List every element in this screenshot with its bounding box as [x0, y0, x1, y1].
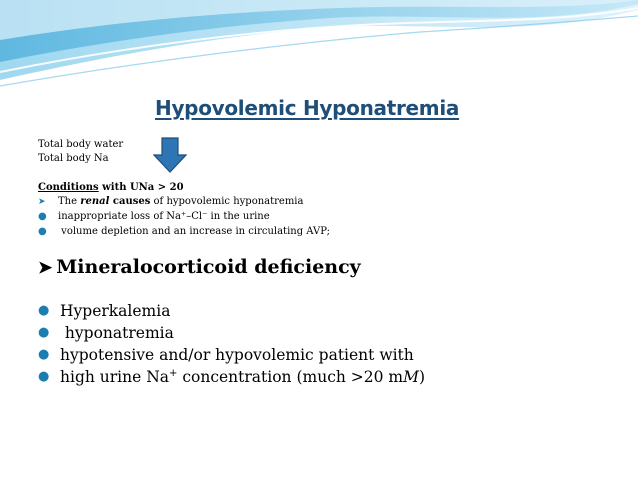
bullet-icon: ● — [38, 303, 50, 318]
bullet-icon: ● — [38, 226, 47, 237]
bullet-icon: ● — [38, 369, 50, 385]
list-item: ● volume depletion and an increase in circulating AVP; — [38, 226, 330, 237]
label-total-body-water: Total body water — [38, 139, 124, 150]
header-wave-decoration — [0, 0, 638, 95]
list-item: ● inappropriate loss of Na⁺–Cl⁻ in the urine — [38, 211, 270, 222]
bullet-icon: ● — [38, 325, 50, 340]
list-item: ● Hyperkalemia — [38, 302, 171, 320]
slide-title: Hypovolemic Hyponatremia — [155, 96, 460, 120]
conditions-criteria: with UNa > 20 — [98, 182, 184, 193]
mineralocorticoid-heading: ➤ Mineralocorticoid deficiency — [38, 256, 361, 278]
bullet-icon: ● — [38, 211, 47, 222]
conditions-heading — [38, 181, 184, 195]
bullet-icon: ● — [38, 347, 50, 362]
conditions-label: Conditions — [38, 182, 99, 193]
list-item: ● hypotensive and/or hypovolemic patient with — [38, 346, 414, 364]
list-item: ● high urine Na+ concentration (much >20 mM) — [38, 368, 426, 387]
down-arrow-icon — [153, 137, 187, 173]
label-total-body-na: Total body Na — [38, 153, 109, 164]
arrow-bullet-icon: ➤ — [38, 197, 46, 207]
arrow-bullet-icon: ➤ — [38, 258, 53, 278]
list-item: ● hyponatremia — [38, 324, 174, 342]
list-item: ➤ The renal causes of hypovolemic hyponatremia — [38, 196, 304, 207]
